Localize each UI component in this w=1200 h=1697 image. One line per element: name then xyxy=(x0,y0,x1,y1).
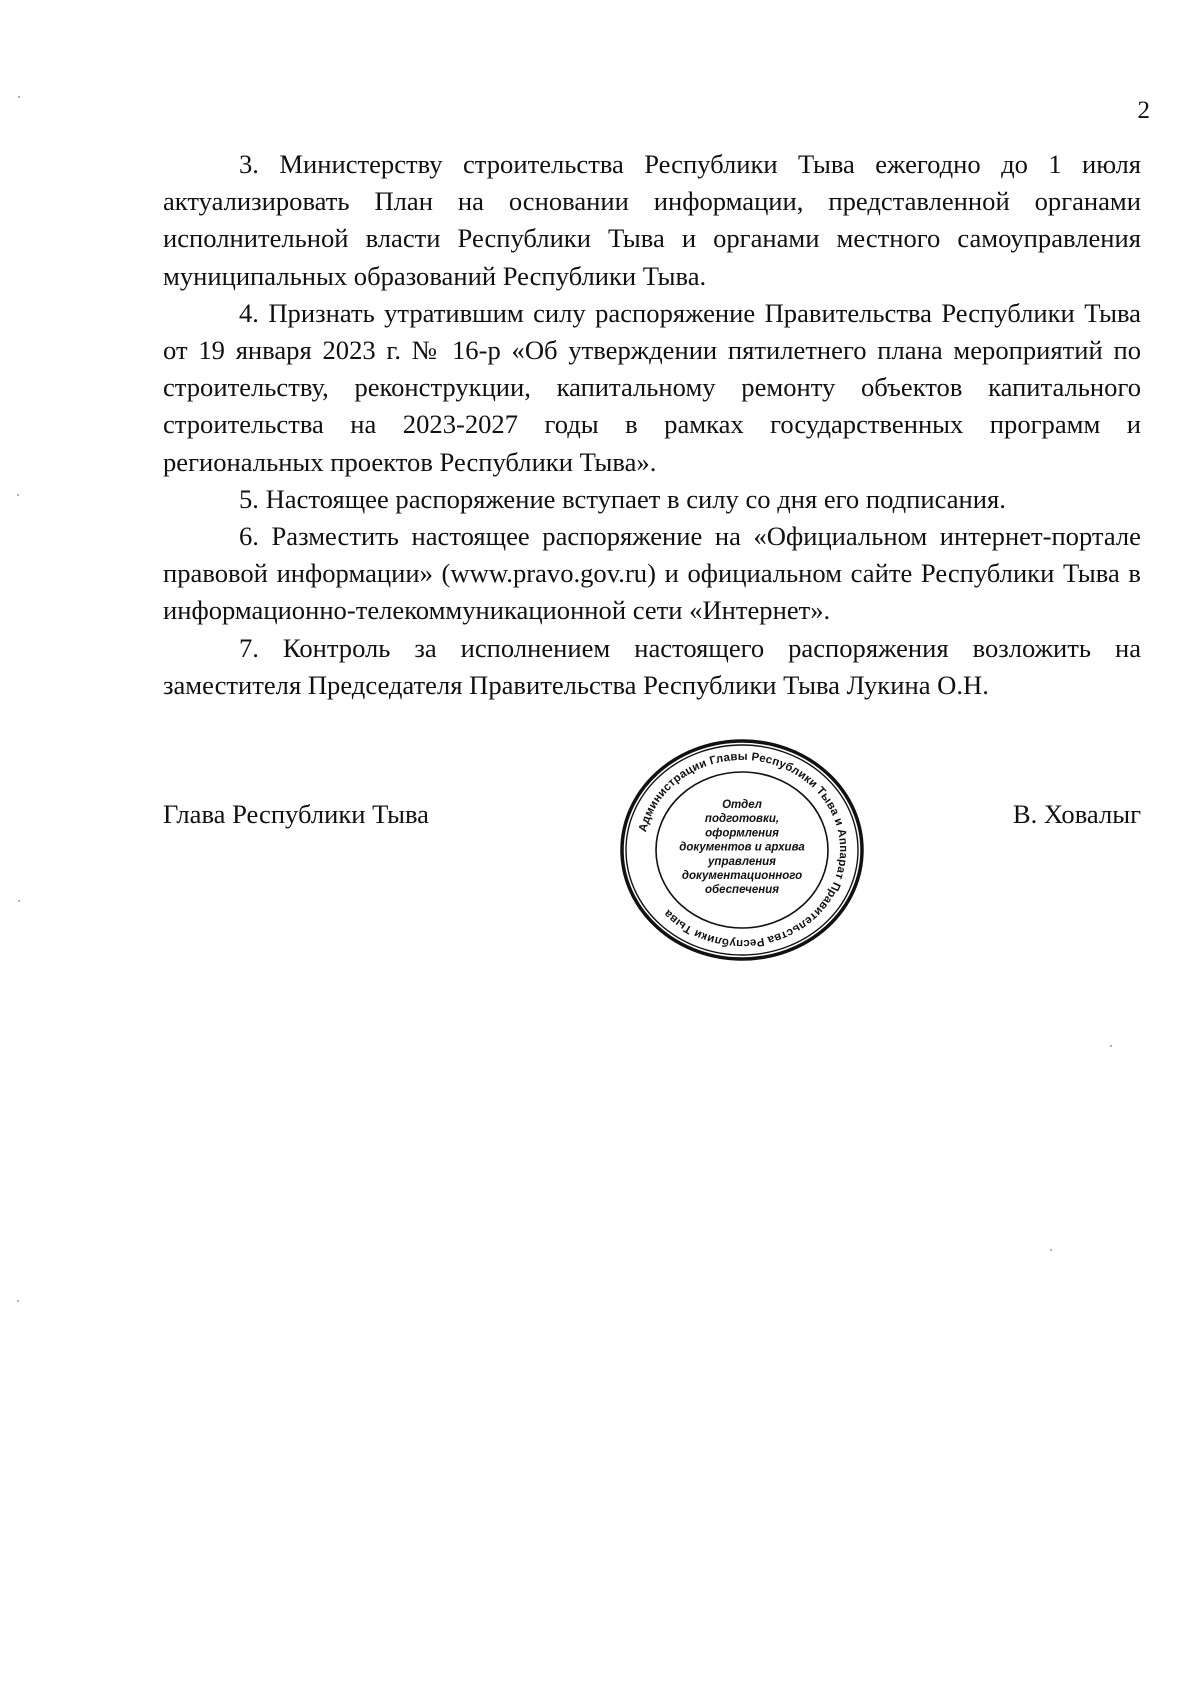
paragraph-5: 5. Настоящее распоряжение вступает в силу со дня его подписания. xyxy=(239,483,1006,514)
seal-center-line: документационного xyxy=(681,870,803,882)
seal-ring-text: Администрации Главы Республики Тыва и Аппарат Правительства Республики Тыва xyxy=(637,750,850,950)
scan-artifact xyxy=(1050,1249,1052,1251)
seal-center-line: Отдел xyxy=(722,799,762,811)
scan-artifact xyxy=(18,96,20,98)
official-seal xyxy=(619,738,865,962)
document-body xyxy=(163,146,1141,704)
scan-artifact xyxy=(17,1300,19,1302)
scan-artifact xyxy=(17,494,19,496)
paragraph-7: 7. Контроль за исполнением настоящего распоряжения возложить на заместителя Председателя Правительства Республики Тыва Лукина О.Н. xyxy=(163,632,1141,700)
scan-artifact xyxy=(1110,1045,1112,1047)
scan-artifact xyxy=(18,900,20,902)
seal-center-line: обеспечения xyxy=(704,884,780,897)
paragraph-4: 4. Признать утратившим силу распоряжение Правительства Республики Тыва от 19 января 2023 г. № 16-р «Об утверждении пятилетнего плана мероприятий по строительству, реконструкции, капитальному ремонту объектов капитального строительства на 2023-2027 годы в рамках государственных программ и региональных проектов Республики Тыва». xyxy=(163,297,1141,477)
seal-center-line: оформления xyxy=(705,827,779,840)
seal-center-line: документов и архива xyxy=(679,841,805,854)
seal-graphic xyxy=(619,738,865,962)
seal-center-line: управления xyxy=(708,855,776,868)
seal-center-line: подготовки, xyxy=(704,813,780,826)
signatory-name: В. Ховалыг xyxy=(1012,799,1141,829)
paragraph-6: 6. Разместить настоящее распоряжение на «Официальном интернет-портале правовой информации» (www.pravo.gov.ru) и официальном сайте Республики Тыва в информационно-телекоммуникационной сети «Интернет». xyxy=(163,521,1141,626)
signatory-position: Глава Республики Тыва xyxy=(163,799,429,829)
paragraph-3: 3. Министерству строительства Республики Тыва ежегодно до 1 июля актуализировать План на основании информации, представленной органами исполнительной власти Республики Тыва и органами местного самоуправления муниципальных образований Республики Тыва. xyxy=(163,149,1141,291)
seal-center-text xyxy=(679,799,805,896)
page-number: 2 xyxy=(1137,97,1150,124)
